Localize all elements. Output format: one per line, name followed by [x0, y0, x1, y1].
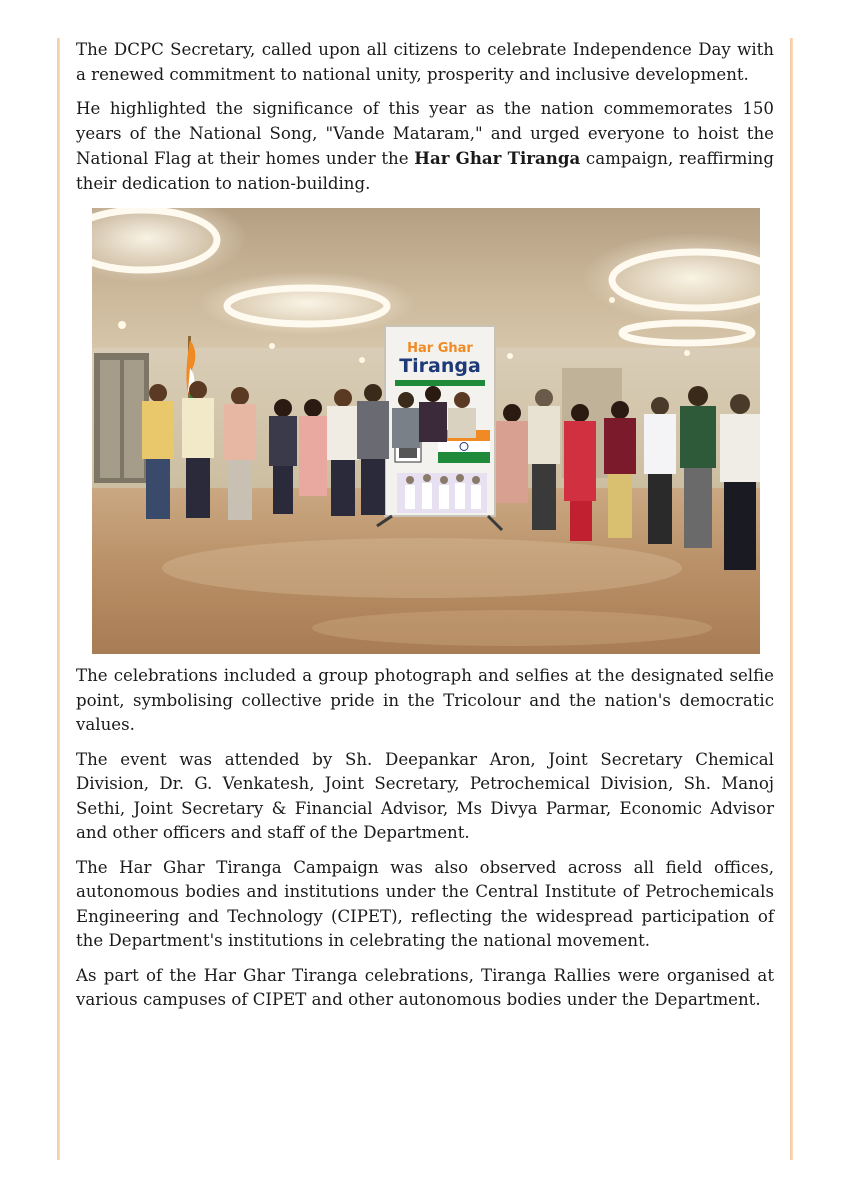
paragraph-vande-mataram	[76, 97, 774, 196]
standee-line-1: Har Ghar	[407, 341, 473, 356]
paragraph-cipet-campaign: The Har Ghar Tiranga Campaign was also observed across all field offices, autonomous bodies and institutions under the Central Institute of Petrochemicals Engineering and Technology (CIPET), reflecting the widespread participation of the Department's institutions in celebrating the national movement.	[76, 857, 774, 950]
paragraph-tiranga-rallies: As part of the Har Ghar Tiranga celebrations, Tiranga Rallies were organised at various campuses of CIPET and other autonomous bodies under the Department.	[76, 965, 774, 1009]
paragraph-call-to-citizens: The DCPC Secretary, called upon all citizens to celebrate Independence Day with a renewed commitment to national unity, prosperity and inclusive development.	[76, 40, 774, 84]
page-border-right	[790, 38, 793, 1160]
group-photograph	[92, 208, 760, 654]
page-border-left	[57, 38, 60, 1160]
document-body	[76, 38, 774, 1023]
paragraph-text: campaign, reaffirming their dedication to nation-building.	[76, 149, 774, 193]
paragraph-text: He highlighted the significance of this year as the nation commemorates 150 years of the National Song, "Vande Mataram," and urged everyone to hoist the National Flag at their homes under the	[76, 99, 774, 168]
standee-line-2: Tiranga	[399, 355, 481, 377]
paragraph-attendees: The event was attended by Sh. Deepankar Aron, Joint Secretary Chemical Division, Dr. G. Venkatesh, Joint Secretary, Petrochemical Division, Sh. Manoj Sethi, Joint Secretary & Financial Advisor, Ms Divya Parmar, Economic Advisor and other officers and staff of the Department.	[76, 749, 774, 842]
campaign-name-bold: Har Ghar Tiranga	[414, 148, 581, 168]
paragraph-selfie-point: The celebrations included a group photograph and selfies at the designated selfie point, symbolising collective pride in the Tricolour and the nation's democratic values.	[76, 666, 774, 734]
